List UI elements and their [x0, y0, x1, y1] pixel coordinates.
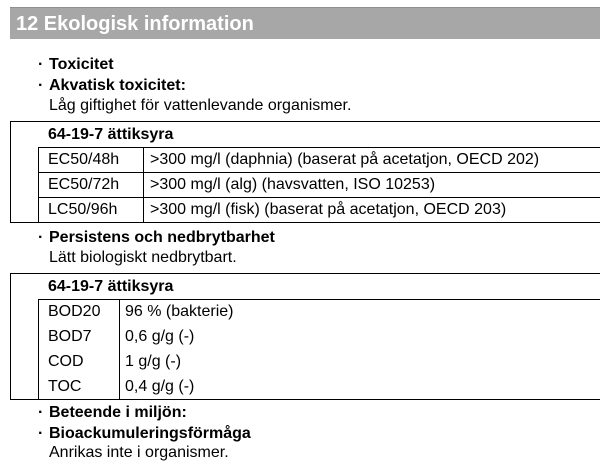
toxicitet-label: Toxicitet: [49, 56, 114, 73]
persistens-heading: [38, 228, 275, 248]
bullet-marker: ·: [38, 229, 44, 246]
bioack-text: Anrikas inte i organismer.: [49, 444, 229, 461]
table-row: [10, 299, 600, 324]
bullet-marker: ·: [38, 404, 44, 421]
akvatisk-heading: [38, 76, 186, 96]
table-row: [10, 197, 600, 222]
table-cell-value: 1 g/g (-): [125, 353, 182, 370]
section-title: 12 Ekologisk information: [10, 7, 600, 39]
persistens-label: Persistens och nedbrytbarhet: [49, 229, 275, 246]
beteende-label: Beteende i miljön:: [49, 404, 187, 421]
table-cell-value: >300 mg/l (daphnia) (baserat på acetatjon, OECD 202): [150, 151, 540, 168]
bullet-marker: ·: [38, 56, 44, 73]
table-row: [10, 147, 600, 172]
table-cell-key: BOD7: [48, 328, 92, 345]
table-cell-key: EC50/48h: [48, 151, 120, 168]
table-cell-key: BOD20: [48, 303, 101, 320]
table-cell-key: TOC: [48, 378, 82, 395]
table-row: [10, 374, 600, 399]
table-header: 64-19-7 ättiksyra: [48, 278, 174, 295]
table-cell-key: COD: [48, 353, 84, 370]
table-header-row: [10, 274, 600, 299]
table-cell-value: 0,6 g/g (-): [125, 328, 195, 345]
table-row: [10, 324, 600, 349]
bioack-heading: [38, 424, 251, 444]
bullet-marker: ·: [38, 425, 44, 442]
bullet-marker: ·: [38, 77, 44, 94]
table-header-row: [10, 122, 600, 147]
table-cell-value: >300 mg/l (alg) (havsvatten, ISO 10253): [150, 176, 436, 193]
bioack-label: Bioackumuleringsförmåga: [49, 425, 251, 442]
beteende-heading: [38, 403, 187, 423]
toxicity-table: [10, 121, 600, 222]
table-cell-value: 0,4 g/g (-): [125, 378, 195, 395]
persistens-text: Lätt biologiskt nedbrytbart.: [49, 249, 237, 266]
akvatisk-label: Akvatisk toxicitet:: [49, 77, 186, 94]
akvatisk-text: Låg giftighet för vattenlevande organismer.: [49, 97, 352, 114]
toxicitet-heading: [38, 55, 114, 75]
table-row: [10, 172, 600, 197]
table-cell-key: EC50/72h: [48, 176, 120, 193]
table-cell-key: LC50/96h: [48, 201, 118, 218]
table-cell-value: 96 % (bakterie): [125, 303, 234, 320]
table-cell-value: >300 mg/l (fisk) (baserat på acetatjon, OECD 203): [150, 201, 507, 218]
table-header: 64-19-7 ättiksyra: [48, 126, 174, 143]
degradation-table: [10, 273, 600, 399]
table-row: [10, 349, 600, 374]
